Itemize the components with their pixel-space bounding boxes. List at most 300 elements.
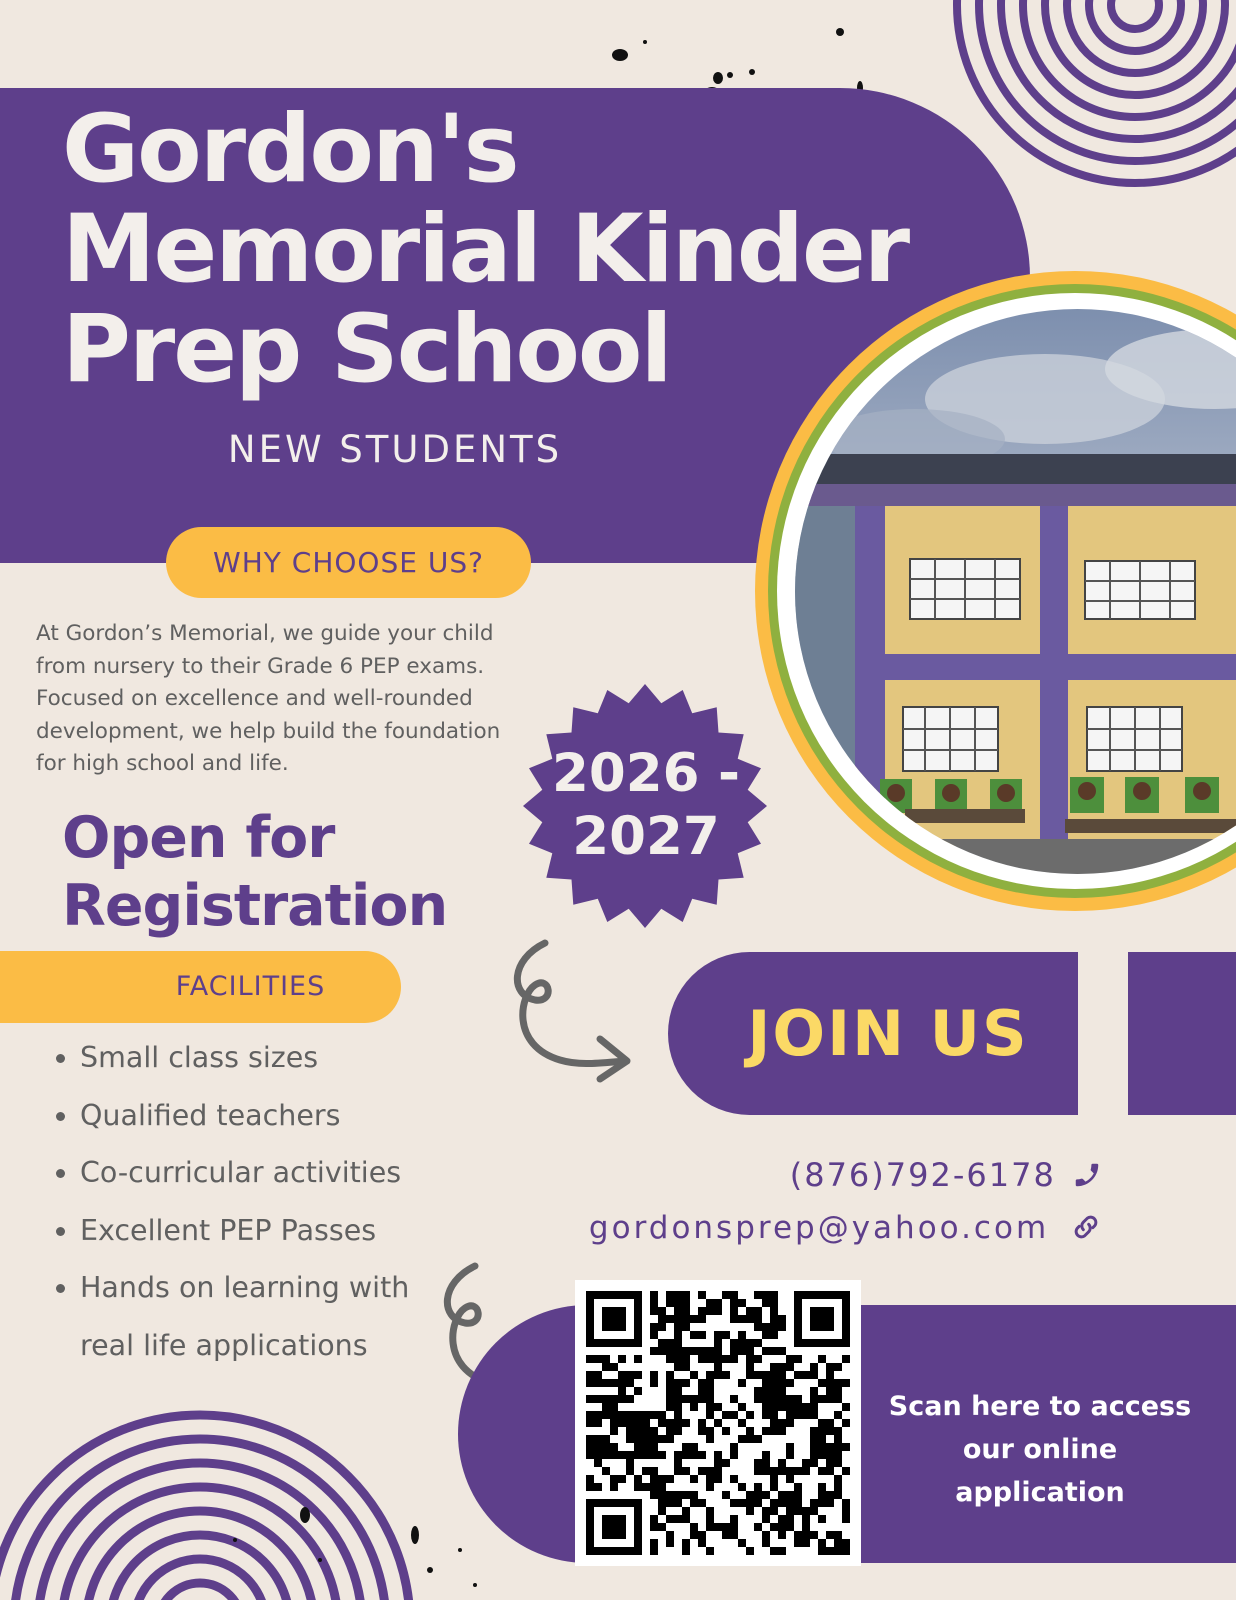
qr-module	[618, 1355, 626, 1363]
qr-module	[786, 1403, 794, 1411]
qr-module	[770, 1403, 778, 1411]
qr-module	[770, 1307, 778, 1315]
qr-module	[770, 1483, 778, 1491]
qr-module	[642, 1443, 650, 1451]
qr-module	[826, 1379, 834, 1387]
qr-module	[650, 1523, 658, 1531]
qr-module	[794, 1499, 802, 1507]
qr-module	[826, 1315, 834, 1323]
qr-module	[618, 1339, 626, 1347]
qr-module	[818, 1515, 826, 1523]
qr-module	[754, 1467, 762, 1475]
qr-module	[586, 1395, 594, 1403]
qr-module	[762, 1427, 770, 1435]
qr-module	[794, 1411, 802, 1419]
qr-module	[618, 1547, 626, 1555]
qr-module	[650, 1515, 658, 1523]
qr-module	[810, 1451, 818, 1459]
qr-module	[642, 1419, 650, 1427]
qr-module	[746, 1339, 754, 1347]
qr-module	[594, 1451, 602, 1459]
qr-module	[634, 1547, 642, 1555]
qr-module	[746, 1315, 754, 1323]
qr-module	[794, 1355, 802, 1363]
school-name-title	[62, 95, 962, 404]
qr-module	[626, 1427, 634, 1435]
qr-module	[826, 1371, 834, 1379]
qr-module	[778, 1315, 786, 1323]
qr-module	[634, 1411, 642, 1419]
qr-module	[682, 1547, 690, 1555]
qr-module	[610, 1339, 618, 1347]
qr-module	[722, 1523, 730, 1531]
curly-arrow-icon	[500, 935, 650, 1095]
qr-module	[650, 1371, 658, 1379]
qr-module	[770, 1323, 778, 1331]
qr-module	[610, 1379, 618, 1387]
qr-module	[602, 1443, 610, 1451]
qr-module	[674, 1419, 682, 1427]
qr-module	[610, 1307, 618, 1315]
qr-module	[602, 1435, 610, 1443]
qr-module	[722, 1331, 730, 1339]
qr-module	[666, 1499, 674, 1507]
qr-module	[658, 1411, 666, 1419]
qr-module	[594, 1379, 602, 1387]
qr-module	[786, 1395, 794, 1403]
qr-module	[794, 1315, 802, 1323]
qr-module	[690, 1475, 698, 1483]
qr-module	[722, 1427, 730, 1435]
qr-module	[818, 1435, 826, 1443]
phone-number[interactable]	[700, 1156, 1102, 1194]
qr-module	[698, 1499, 706, 1507]
qr-module	[754, 1323, 762, 1331]
qr-module	[674, 1491, 682, 1499]
qr-module	[706, 1355, 714, 1363]
qr-module	[794, 1371, 802, 1379]
qr-module	[610, 1315, 618, 1323]
qr-module	[618, 1387, 626, 1395]
qr-module	[674, 1315, 682, 1323]
qr-module	[706, 1475, 714, 1483]
qr-module	[602, 1355, 610, 1363]
qr-module	[714, 1339, 722, 1347]
qr-module	[746, 1427, 754, 1435]
qr-module	[706, 1507, 714, 1515]
qr-module	[778, 1387, 786, 1395]
qr-module	[618, 1315, 626, 1323]
qr-module	[818, 1307, 826, 1315]
qr-module	[834, 1547, 842, 1555]
qr-module	[674, 1395, 682, 1403]
qr-module	[586, 1331, 594, 1339]
qr-module	[658, 1451, 666, 1459]
phone-number-text: (876)792-6178	[789, 1156, 1056, 1194]
qr-module	[802, 1411, 810, 1419]
qr-module	[658, 1315, 666, 1323]
qr-module	[770, 1475, 778, 1483]
qr-module	[730, 1315, 738, 1323]
qr-module	[794, 1539, 802, 1547]
qr-module	[698, 1355, 706, 1363]
qr-module	[626, 1499, 634, 1507]
qr-module	[602, 1315, 610, 1323]
qr-module	[738, 1539, 746, 1547]
qr-module	[714, 1475, 722, 1483]
qr-module	[698, 1427, 706, 1435]
qr-module	[690, 1331, 698, 1339]
qr-module	[674, 1387, 682, 1395]
qr-module	[674, 1323, 682, 1331]
qr-code[interactable]	[575, 1280, 861, 1566]
qr-module	[634, 1315, 642, 1323]
qr-module	[626, 1291, 634, 1299]
qr-module	[682, 1507, 690, 1515]
qr-module	[794, 1339, 802, 1347]
qr-module	[586, 1475, 594, 1483]
scan-instruction	[875, 1385, 1205, 1514]
qr-module	[730, 1339, 738, 1347]
qr-module	[746, 1363, 754, 1371]
qr-module	[674, 1427, 682, 1435]
qr-module	[594, 1355, 602, 1363]
qr-module	[666, 1355, 674, 1363]
qr-module	[674, 1499, 682, 1507]
qr-module	[818, 1443, 826, 1451]
qr-module	[674, 1299, 682, 1307]
qr-module	[842, 1499, 850, 1507]
qr-module	[626, 1547, 634, 1555]
qr-module	[634, 1435, 642, 1443]
qr-module	[634, 1371, 642, 1379]
qr-module	[786, 1355, 794, 1363]
qr-module	[746, 1491, 754, 1499]
qr-module	[746, 1507, 754, 1515]
qr-module	[722, 1411, 730, 1419]
qr-module	[594, 1483, 602, 1491]
qr-module	[586, 1507, 594, 1515]
qr-module	[690, 1499, 698, 1507]
qr-module	[650, 1443, 658, 1451]
qr-module	[770, 1411, 778, 1419]
qr-module	[746, 1547, 754, 1555]
qr-module	[698, 1379, 706, 1387]
qr-module	[834, 1411, 842, 1419]
qr-module	[586, 1443, 594, 1451]
qr-module	[778, 1403, 786, 1411]
qr-module	[778, 1371, 786, 1379]
qr-module	[834, 1363, 842, 1371]
qr-module	[754, 1483, 762, 1491]
intro-line: development, we help build the foundation	[36, 718, 501, 744]
qr-module	[682, 1299, 690, 1307]
qr-module	[610, 1547, 618, 1555]
qr-module	[842, 1291, 850, 1299]
qr-module	[690, 1531, 698, 1539]
qr-module	[810, 1411, 818, 1419]
qr-module	[794, 1467, 802, 1475]
qr-module	[650, 1467, 658, 1475]
qr-module	[626, 1459, 634, 1467]
qr-module	[626, 1411, 634, 1419]
qr-module	[794, 1331, 802, 1339]
qr-module	[634, 1523, 642, 1531]
qr-module	[754, 1291, 762, 1299]
qr-module	[826, 1467, 834, 1475]
qr-module	[786, 1451, 794, 1459]
qr-module	[706, 1411, 714, 1419]
qr-module	[754, 1371, 762, 1379]
qr-module	[674, 1291, 682, 1299]
qr-module	[746, 1307, 754, 1315]
title-line: Memorial Kinder	[62, 195, 909, 304]
qr-module	[818, 1419, 826, 1427]
qr-module	[746, 1347, 754, 1355]
qr-module	[738, 1483, 746, 1491]
qr-module	[810, 1403, 818, 1411]
qr-module	[690, 1395, 698, 1403]
qr-module	[738, 1379, 746, 1387]
qr-module	[610, 1499, 618, 1507]
qr-module	[738, 1419, 746, 1427]
qr-module	[730, 1499, 738, 1507]
qr-module	[706, 1403, 714, 1411]
open-line: Registration	[62, 873, 448, 939]
qr-module	[730, 1355, 738, 1363]
qr-module	[810, 1315, 818, 1323]
qr-module	[706, 1427, 714, 1435]
qr-module	[786, 1515, 794, 1523]
qr-module	[626, 1395, 634, 1403]
qr-module	[618, 1523, 626, 1531]
qr-module	[698, 1531, 706, 1539]
qr-module	[682, 1315, 690, 1323]
qr-module	[810, 1291, 818, 1299]
qr-module	[730, 1523, 738, 1531]
qr-module	[762, 1347, 770, 1355]
qr-module	[762, 1387, 770, 1395]
qr-module	[794, 1507, 802, 1515]
qr-module	[674, 1379, 682, 1387]
qr-module	[634, 1515, 642, 1523]
qr-module	[634, 1291, 642, 1299]
qr-module	[826, 1443, 834, 1451]
qr-module	[730, 1451, 738, 1459]
qr-module	[642, 1427, 650, 1435]
qr-module	[730, 1307, 738, 1315]
qr-module	[754, 1491, 762, 1499]
qr-module	[682, 1355, 690, 1363]
qr-module	[658, 1475, 666, 1483]
qr-module	[602, 1379, 610, 1387]
phone-icon	[1072, 1160, 1102, 1190]
qr-module	[602, 1499, 610, 1507]
qr-module	[658, 1339, 666, 1347]
qr-module	[818, 1539, 826, 1547]
qr-module	[682, 1347, 690, 1355]
qr-module	[770, 1419, 778, 1427]
qr-module	[802, 1523, 810, 1531]
qr-module	[714, 1331, 722, 1339]
qr-module	[818, 1323, 826, 1331]
qr-module	[714, 1467, 722, 1475]
qr-module	[834, 1291, 842, 1299]
qr-module	[730, 1347, 738, 1355]
qr-module	[762, 1379, 770, 1387]
qr-module	[826, 1427, 834, 1435]
qr-module	[834, 1451, 842, 1459]
qr-module	[834, 1387, 842, 1395]
qr-module	[730, 1291, 738, 1299]
qr-module	[658, 1323, 666, 1331]
facility-item-continuation: real life applications	[80, 1328, 368, 1362]
qr-module	[690, 1347, 698, 1355]
qr-module	[834, 1459, 842, 1467]
qr-module	[610, 1363, 618, 1371]
qr-module	[602, 1523, 610, 1531]
qr-module	[666, 1291, 674, 1299]
qr-module	[714, 1299, 722, 1307]
facility-item: • Hands on learning with	[80, 1259, 520, 1317]
qr-module	[778, 1515, 786, 1523]
qr-module	[714, 1403, 722, 1411]
qr-module	[634, 1483, 642, 1491]
qr-module	[618, 1531, 626, 1539]
qr-module	[738, 1347, 746, 1355]
qr-module	[722, 1291, 730, 1299]
qr-module	[698, 1467, 706, 1475]
qr-module	[618, 1419, 626, 1427]
qr-module	[746, 1355, 754, 1363]
intro-line: At Gordon’s Memorial, we guide your child	[36, 621, 494, 646]
qr-module	[738, 1299, 746, 1307]
qr-module	[674, 1339, 682, 1347]
qr-module	[618, 1499, 626, 1507]
qr-module	[666, 1379, 674, 1387]
qr-module	[706, 1299, 714, 1307]
qr-module	[770, 1299, 778, 1307]
qr-module	[666, 1371, 674, 1379]
qr-module	[586, 1291, 594, 1299]
qr-module	[698, 1291, 706, 1299]
join-us-side-block	[1128, 952, 1236, 1115]
qr-module	[602, 1403, 610, 1411]
qr-module	[818, 1339, 826, 1347]
qr-module	[762, 1299, 770, 1307]
qr-module	[586, 1379, 594, 1387]
qr-module	[714, 1363, 722, 1371]
qr-module	[770, 1315, 778, 1323]
qr-module	[602, 1547, 610, 1555]
qr-module	[594, 1371, 602, 1379]
qr-module	[778, 1419, 786, 1427]
qr-module	[618, 1411, 626, 1419]
qr-module	[826, 1307, 834, 1315]
qr-module	[778, 1363, 786, 1371]
qr-module	[778, 1323, 786, 1331]
qr-module	[586, 1435, 594, 1443]
qr-module	[650, 1475, 658, 1483]
qr-module	[610, 1515, 618, 1523]
qr-module	[682, 1323, 690, 1331]
qr-module	[818, 1315, 826, 1323]
qr-module	[722, 1371, 730, 1379]
qr-module	[682, 1395, 690, 1403]
qr-module	[690, 1403, 698, 1411]
qr-module	[634, 1387, 642, 1395]
qr-module	[586, 1307, 594, 1315]
qr-module	[802, 1459, 810, 1467]
qr-module	[682, 1307, 690, 1315]
qr-module	[610, 1291, 618, 1299]
qr-module	[818, 1427, 826, 1435]
qr-module	[666, 1491, 674, 1499]
qr-module	[810, 1323, 818, 1331]
qr-module	[586, 1515, 594, 1523]
qr-module	[650, 1291, 658, 1299]
qr-module	[714, 1419, 722, 1427]
email-address[interactable]	[560, 1210, 1102, 1246]
qr-module	[842, 1443, 850, 1451]
qr-module	[794, 1307, 802, 1315]
qr-module	[810, 1443, 818, 1451]
qr-module	[650, 1323, 658, 1331]
qr-module	[754, 1459, 762, 1467]
qr-module	[634, 1475, 642, 1483]
qr-module	[762, 1331, 770, 1339]
qr-module	[666, 1315, 674, 1323]
qr-module	[778, 1427, 786, 1435]
qr-module	[682, 1291, 690, 1299]
qr-module	[634, 1299, 642, 1307]
qr-module	[834, 1491, 842, 1499]
qr-module	[634, 1451, 642, 1459]
facility-item: • Co-curricular activities	[80, 1144, 520, 1202]
qr-module	[658, 1499, 666, 1507]
qr-module	[586, 1451, 594, 1459]
qr-module	[802, 1539, 810, 1547]
qr-module	[834, 1395, 842, 1403]
qr-module	[690, 1491, 698, 1499]
qr-module	[698, 1387, 706, 1395]
intro-line: from nursery to their Grade 6 PEP exams.	[36, 653, 485, 679]
qr-module	[826, 1323, 834, 1331]
qr-module	[666, 1339, 674, 1347]
qr-module	[786, 1491, 794, 1499]
qr-module	[746, 1371, 754, 1379]
qr-module	[810, 1435, 818, 1443]
qr-module	[658, 1523, 666, 1531]
qr-module	[650, 1491, 658, 1499]
qr-module	[754, 1395, 762, 1403]
badge-line: 2026 -	[552, 743, 740, 804]
qr-module	[770, 1291, 778, 1299]
qr-module	[770, 1507, 778, 1515]
qr-module	[714, 1523, 722, 1531]
qr-module	[674, 1355, 682, 1363]
qr-module	[674, 1331, 682, 1339]
qr-module	[770, 1467, 778, 1475]
qr-module	[722, 1491, 730, 1499]
qr-module	[778, 1467, 786, 1475]
qr-module	[706, 1395, 714, 1403]
qr-module	[602, 1339, 610, 1347]
qr-module	[730, 1395, 738, 1403]
qr-module	[842, 1547, 850, 1555]
qr-module	[826, 1547, 834, 1555]
qr-module	[602, 1363, 610, 1371]
